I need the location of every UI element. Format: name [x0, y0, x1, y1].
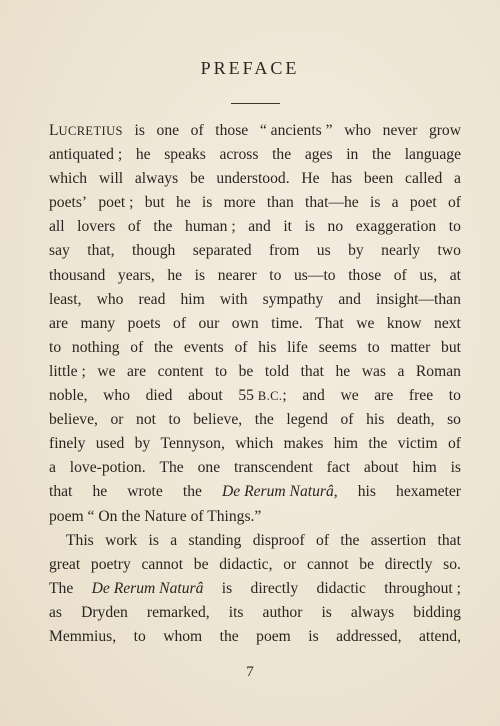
text-line: finely used by Tennyson, which makes him the victim of: [49, 435, 461, 453]
text-line: believe, or not to believe, the legend of his death, so: [49, 411, 461, 429]
preface-body: [49, 119, 461, 649]
text-line: poets’ poet ; but he is more than that—he is a poet of: [49, 194, 461, 212]
text-line: This work is a standing disproof of the assertion that: [66, 531, 461, 549]
text-line: noble, who died about 55 B.C.; and we are free to: [49, 387, 461, 405]
text-line: great poetry cannot be didactic, or cannot be directly so.: [49, 555, 461, 573]
text-line: LUCRETIUS is one of those “ ancients ” who never grow: [49, 122, 461, 139]
text-line: The De Rerum Naturâ is directly didactic throughout ;: [49, 579, 461, 597]
text-line: a love-potion. The one transcendent fact about him is: [49, 459, 461, 477]
text-line: to nothing of the events of his life seems to matter but: [49, 338, 461, 356]
page-number: 7: [246, 664, 254, 680]
text-line: poem “ On the Nature of Things.”: [49, 507, 262, 525]
text-line: which will always be understood. He has been called a: [49, 170, 461, 188]
text-line: antiquated ; he speaks across the ages in the language: [49, 146, 461, 164]
text-line: thousand years, he is nearer to us—to those of us, at: [49, 266, 461, 284]
text-line: are many poets of our own time. That we know next: [49, 314, 461, 332]
text-line: least, who read him with sympathy and insight—than: [49, 290, 461, 308]
page-title: PREFACE: [200, 58, 300, 78]
text-line: all lovers of the human ; and it is no exaggeration to: [49, 218, 461, 236]
text-line: as Dryden remarked, its author is always bidding: [49, 603, 461, 621]
text-line: say that, though separated from us by nearly two: [49, 242, 461, 260]
title-rule: [231, 103, 280, 104]
text-line: little ; we are content to be told that he was a Roman: [49, 362, 461, 380]
text-line: Memmius, to whom the poem is addressed, attend,: [49, 627, 461, 645]
text-line: that he wrote the De Rerum Naturâ, his hexameter: [49, 483, 461, 501]
